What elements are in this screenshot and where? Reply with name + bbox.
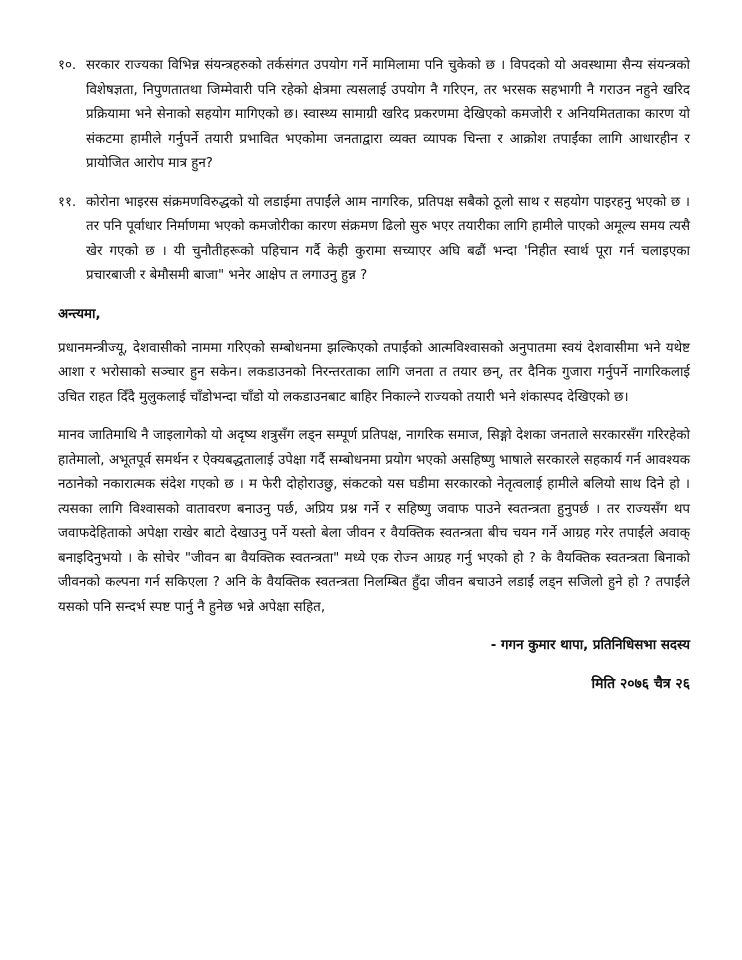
numbered-point-11 [58, 191, 690, 289]
closing-heading: अन्त्यमा, [58, 306, 101, 322]
point-text: सरकार राज्यका विभिन्न संयन्त्रहरुको तर्कसंगत उपयोग गर्ने मामिलामा पनि चुकेको छ । विपदको यो अवस्थामा सैन्य संयन्त्रको विशेषज्ञता, निपुणतातथा जिम्मेवारी पनि रहेको क्षेत्रमा त्यसलाई उपयोग नै गरिएन, तर भरसक सहभागी नै गराउन नहुने खरिद प्रक्रियामा भने सेनाको सहयोग मागिएको छ। स्वास्थ्य सामाग्री खरिद प्रकरणमा देखिएको कमजोरी र अनियमितताका कारण यो संकटमा हामीले गर्नुपर्ने तयारी प्रभावित भएकोमा जनताद्वारा व्यक्त व्यापक चिन्ता र आक्रोश तपाईंका लागि आधारहीन र प्रायोजित आरोप मात्र हुन? [86, 58, 690, 171]
point-number: ११. [58, 194, 77, 210]
numbered-point-10 [58, 54, 690, 177]
point-number: १०. [58, 58, 77, 73]
point-text: कोरोना भाइरस संक्रमणविरुद्धको यो लडाईमा तपाईंले आम नागरिक, प्रतिपक्ष सबैको ठूलो साथ र सहयोग पाइरहनु भएको छ । तर पनि पूर्वाधार निर्माणमा भएको कमजोरीका कारण संक्रमण ढिलो सुरु भएर तयारीका लागि हामीले पाएको अमूल्य समय त्यसै खेर गएको छ । यी चुनौतीहरूको पहिचान गर्दै केही कुरामा सच्याएर अघि बढौं भन्दा 'निहीत स्वार्थ पूरा गर्न चलाइएका प्रचारबाजी र बेमौसमी बाजा" भनेर आक्षेप त लगाउनु हुन्न ? [86, 194, 690, 283]
closing-paragraph-1: प्रधानमन्त्रीज्यू, देशवासीको नाममा गरिएको सम्बोधनमा झल्किएको तपाईंको आत्मविश्वासको अनुपातमा स्वयं देशवासीमा भने यथेष्ट आशा र भरोसाको सञ्चार हुन सकेन। लकडाउनको निरन्तरताका लागि जनता त तयार छन्, तर दैनिक गुजारा गर्नुपर्ने नागरिकलाई उचित राहत दिँदै मुलुकलाई चाँडोभन्दा चाँडो यो लकडाउनबाट बाहिर निकाल्ने राज्यको तयारी भने शंकास्पद देखिएको छ। [58, 340, 690, 405]
closing-paragraph-2: मानव जातिमाथि नै जाइलागेको यो अदृष्य शत्रुसँग लड्न सम्पूर्ण प्रतिपक्ष, नागरिक समाज, सिङ्गो देशका जनताले सरकारसँग गरिरहेको हातेमालो, अभूतपूर्व समर्थन र ऐक्यबद्धतालाई उपेक्षा गर्दै सम्बोधनमा प्रयोग भएको असहिष्णु भाषाले सरकारले सहकार्य गर्न आवश्यक नठानेको नकारात्मक संदेश गएको छ । म फेरी दोहोराउछु, संकटको यस घडीमा सरकारको नेतृत्वलाई हामीले बलियो साथ दिने हो । त्यसका लागि विश्वासको वातावरण बनाउनु पर्छ, अप्रिय प्रश्न गर्ने र सहिष्णु जवाफ पाउने स्वतन्त्रता हुनुपर्छ । तर राज्यसँग थप जवाफदेहिताको अपेक्षा राखेर बाटो देखाउनु पर्ने यस्तो बेला जीवन र वैयक्तिक स्वतन्त्रता बीच चयन गर्ने आग्रह गरेर तपाईंले अवाक् बनाइदिनुभयो । के सोचेर "जीवन बा वैयक्तिक स्वतन्त्रता" मध्ये एक रोज्न आग्रह गर्नु भएको हो ? के वैयक्तिक स्वतन्त्रता बिनाको जीवनको कल्पना गर्न सकिएला ? अनि के वैयक्तिक स्वतन्त्रता निलम्बित हुँदा जीवन बचाउने लडाईं लड्न सजिलो हुने हो ? तपाईंले यसको पनि सन्दर्भ स्पष्ट पार्नु नै हुनेछ भन्ने अपेक्षा सहित, [58, 428, 690, 615]
date-line: मिति २०७६ चैत्र २६ [591, 676, 690, 692]
signature-line: - गगन कुमार थापा, प्रतिनिधिसभा सदस्य [490, 638, 690, 653]
